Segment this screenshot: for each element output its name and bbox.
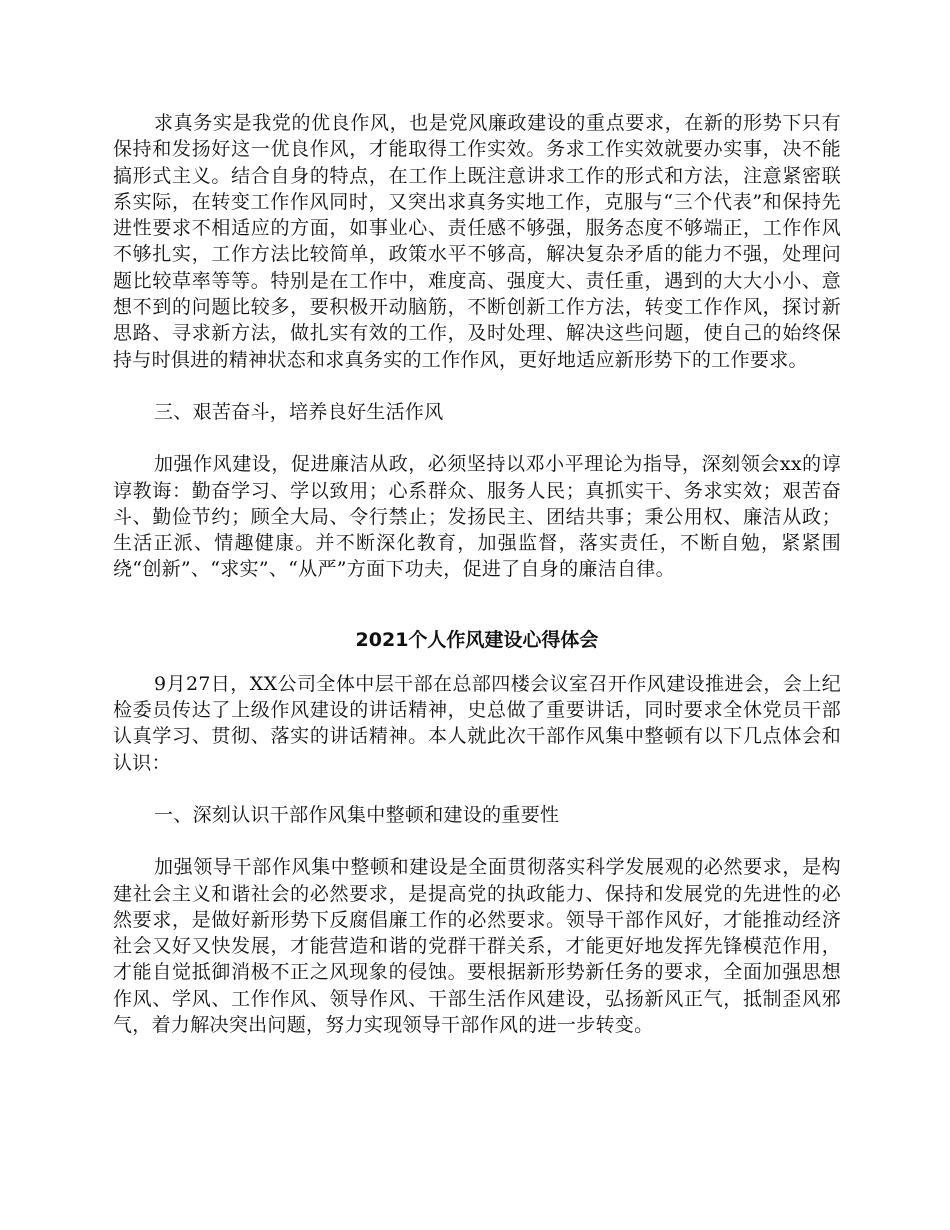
- document-title: 2021个人作风建设心得体会: [355, 628, 599, 651]
- paragraph-seek-truth: 求真务实是我党的优良作风，也是党风廉政建设的重点要求，在新的形势下只有保持和发扬好这一优良作风，才能取得工作实效。务求工作实效就要办实事，决不能搞形式主义。结合自身的特点，在工作上既注意讲求工作的形式和方法，注意紧密联系实际，在转变工作作风同时，又突出求真务实地工作，克服与“三个代表”和保持先进性要求不相适应的方面，如事业心、责任感不够强，服务态度不够端正，工作作风不够扎实，工作方法比较简单，政策水平不够高，解决复杂矛盾的能力不强，处理问题比较草率等等。特别是在工作中，难度高、强度大、责任重，遇到的大大小小、意想不到的问题比较多，要积极开动脑筋，不断创新工作方法，转变工作作风，探讨新思路、寻求新方法，做扎实有效的工作，及时处理、解决这些问题，使自己的始终保持与时俱进的精神状态和求真务实的工作作风，更好地适应新形势下的工作要求。: [113, 112, 841, 371]
- section-heading-hard-work: 三、艰苦奋斗，培养良好生活作风: [154, 400, 444, 423]
- paragraph-meeting-intro: 9月27日，XX公司全体中层干部在总部四楼会议室召开作风建设推进会，会上纪检委员传达了上级作风建设的讲话精神，史总做了重要讲话，同时要求全休党员干部认真学习、贯彻、落实的讲话精神。本人就此次干部作风集中整顿有以下几点体会和认识：: [113, 672, 841, 774]
- document-page: [113, 110, 841, 1038]
- paragraph-clean-governance: 加强作风建设，促进廉洁从政，必须坚持以邓小平理论为指导，深刻领会xx的谆谆教诲：勤奋学习、学以致用；心系群众、服务人民；真抓实干、务求实效；艰苦奋斗、勤俭节约；顾全大局、令行禁止；发扬民主、团结共事；秉公用权、廉洁从政；生活正派、情趣健康。并不断深化教育，加强监督，落实责任，不断自勉，紧紧围绕“创新”、“求实”、“从严”方面下功夫，促进了自身的廉洁自律。: [113, 453, 841, 581]
- section-heading-importance: 一、深刻认识干部作风集中整顿和建设的重要性: [154, 803, 560, 826]
- paragraph-importance-body: 加强领导干部作风集中整顿和建设是全面贯彻落实科学发展观的必然要求，是构建社会主义和谐社会的必然要求，是提高党的执政能力、保持和发展党的先进性的必然要求，是做好新形势下反腐倡廉工作的必然要求。领导干部作风好，才能推动经济社会又好又快发展，才能营造和谐的党群干群关系，才能更好地发挥先锋模范作用，才能自觉抵御消极不正之风现象的侵蚀。要根据新形势新任务的要求，全面加强思想作风、学风、工作作风、领导作风、干部生活作风建设，弘扬新风正气，抵制歪风邪气，着力解决突出问题，努力实现领导干部作风的进一步转变。: [113, 856, 841, 1037]
